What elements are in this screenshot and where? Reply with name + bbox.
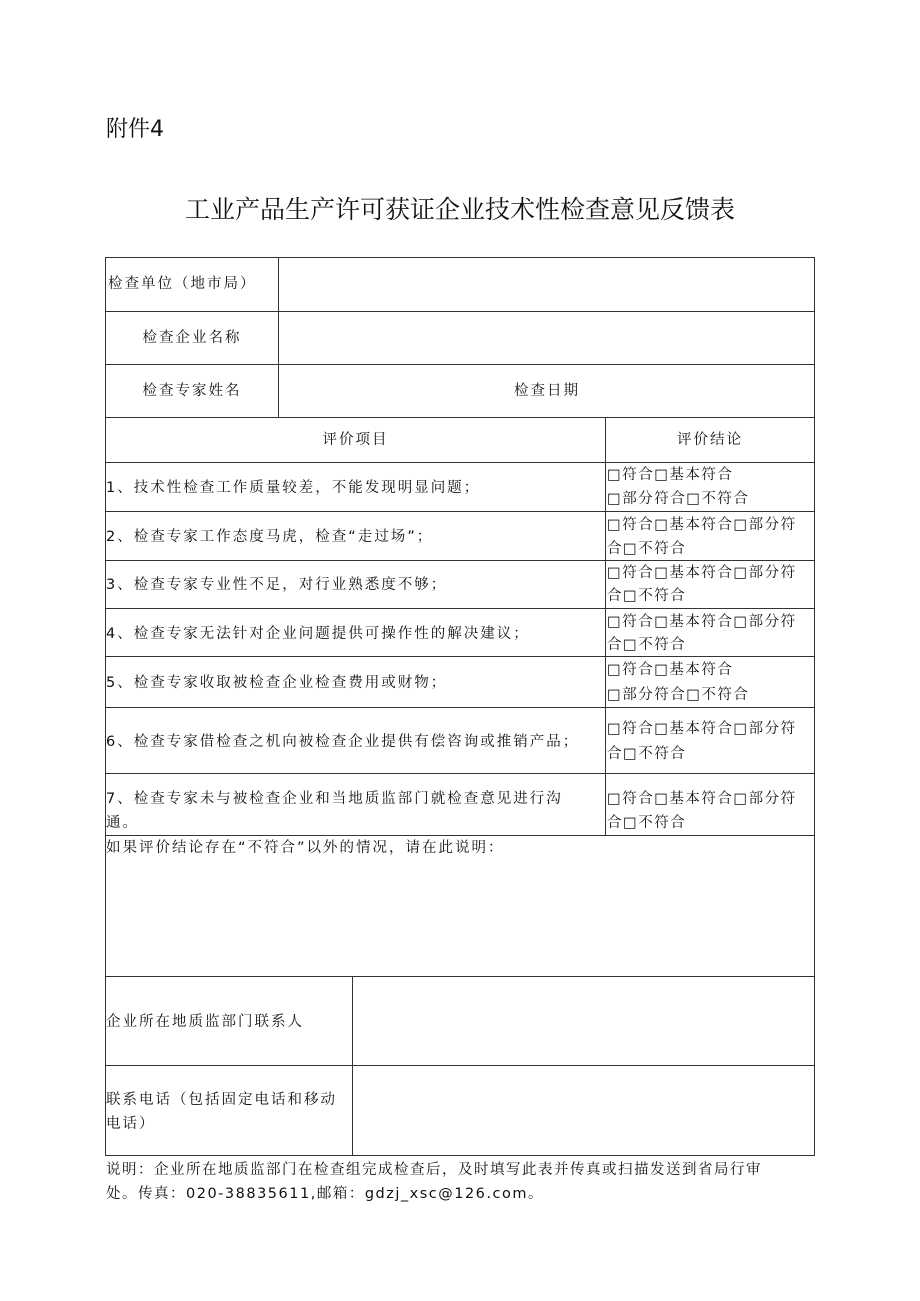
item-4-options[interactable]: □符合□基本符合□部分符 xyxy=(607,614,797,630)
expert-input[interactable] xyxy=(280,366,500,415)
item-7-text: 7、检查专家未与被检查企业和当地质监部门就检查意见进行沟 xyxy=(106,791,563,807)
item-2-options[interactable]: □符合□基本符合□部分符 xyxy=(607,517,797,533)
item-4-text: 4、检查专家无法针对企业问题提供可操作性的解决建议； xyxy=(106,626,530,642)
form-title: 工业产品生产许可获证企业技术性检查意见反馈表 xyxy=(184,195,735,224)
item-1-options[interactable]: □符合□基本符合 xyxy=(607,467,734,483)
date-label: 检查日期 xyxy=(514,383,580,399)
phone-input[interactable] xyxy=(354,1067,812,1153)
explain-label: 如果评价结论存在“不符合”以外的情况，请在此说明： xyxy=(106,840,505,856)
item-1-options-2[interactable]: □部分符合□不符合 xyxy=(607,491,750,507)
phone-label: 联系电话（包括固定电话和移动 xyxy=(106,1092,337,1108)
item-6-options[interactable]: □符合□基本符合□部分符 xyxy=(607,721,797,737)
company-label: 检查企业名称 xyxy=(142,330,242,346)
item-3-text: 3、检查专家专业性不足，对行业熟悉度不够； xyxy=(106,577,448,593)
item-1-text: 1、技术性检查工作质量较差，不能发现明显问题； xyxy=(106,480,481,496)
phone-label-2: 电话） xyxy=(106,1116,156,1132)
item-2-text: 2、检查专家工作态度马虎，检查“走过场”； xyxy=(106,529,434,545)
item-2-options-2[interactable]: 合□不符合 xyxy=(607,541,687,557)
date-input[interactable] xyxy=(600,366,812,415)
item-4-options-2[interactable]: 合□不符合 xyxy=(607,637,687,653)
contact-input[interactable] xyxy=(354,978,812,1063)
footnote-line-1: 说明：企业所在地质监部门在检查组完成检查后，及时填写此表并传真或扫描发送到省局行审 xyxy=(106,1162,762,1178)
item-6-options-2[interactable]: 合□不符合 xyxy=(607,746,687,762)
item-7-text-2: 通。 xyxy=(106,815,139,831)
contact-label: 企业所在地质监部门联系人 xyxy=(106,1014,304,1030)
unit-label: 检查单位（地市局） xyxy=(108,276,257,292)
eval-item-header: 评价项目 xyxy=(322,432,389,448)
expert-label: 检查专家姓名 xyxy=(142,383,242,399)
footnote-line-2: 处。传真：020-38835611,邮箱：gdzj_xsc@126.com。 xyxy=(106,1186,544,1202)
item-5-text: 5、检查专家收取被检查企业检查费用或财物； xyxy=(106,675,448,691)
item-5-options-2[interactable]: □部分符合□不符合 xyxy=(607,687,750,703)
eval-conclusion-header: 评价结论 xyxy=(677,432,743,448)
item-5-options[interactable]: □符合□基本符合 xyxy=(607,662,734,678)
explain-textarea[interactable] xyxy=(107,862,813,974)
item-7-options-2[interactable]: 合□不符合 xyxy=(607,815,687,831)
unit-input[interactable] xyxy=(280,259,812,309)
company-input[interactable] xyxy=(280,313,812,362)
item-6-text: 6、检查专家借检查之机向被检查企业提供有偿咨询或推销产品； xyxy=(106,734,580,750)
item-3-options-2[interactable]: 合□不符合 xyxy=(607,588,687,604)
item-3-options[interactable]: □符合□基本符合□部分符 xyxy=(607,565,797,581)
attachment-label: 附件4 xyxy=(106,117,164,142)
item-7-options[interactable]: □符合□基本符合□部分符 xyxy=(607,791,797,807)
